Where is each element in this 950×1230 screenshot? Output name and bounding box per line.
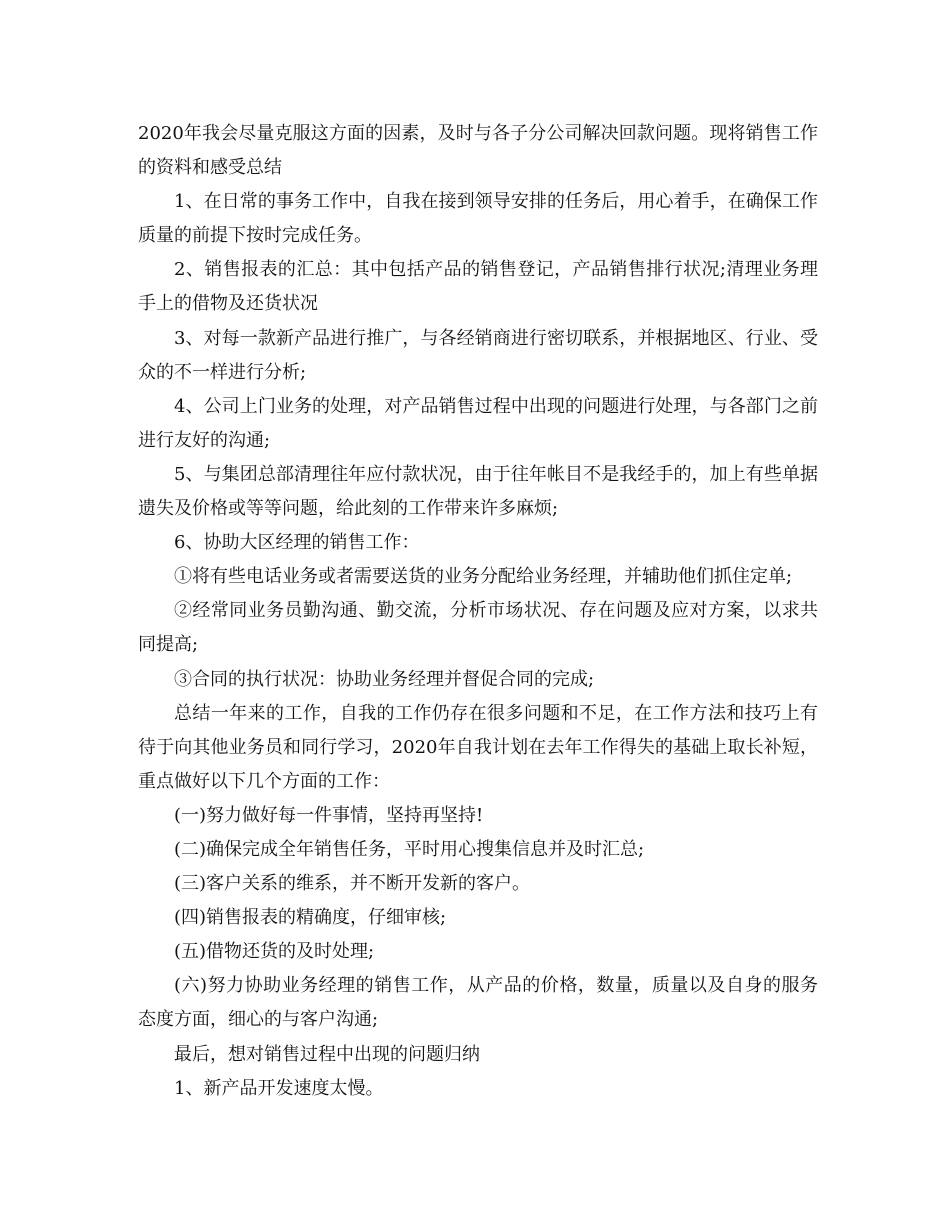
paragraph-closing: 最后，想对销售过程中出现的问题归纳 — [174, 1043, 480, 1065]
paragraph-subitem-1: ①将有些电话业务或者需要送货的业务分配给业务经理，并辅助他们抓住定单; — [174, 566, 793, 588]
paragraph-plan-5: (五)借物还货的及时处理; — [174, 941, 375, 963]
paragraph-item-2: 2、销售报表的汇总：其中包括产品的销售登记，产品销售排行状况;清理业务理手上的借物及还货状况 — [138, 259, 818, 315]
paragraph-plan-4: (四)销售报表的精确度，仔细审核; — [174, 907, 447, 929]
document-body — [138, 117, 818, 1106]
paragraph-plan-3: (三)客户关系的维系，并不断开发新的客户。 — [174, 873, 531, 895]
paragraph-item-3: 3、对每一款新产品进行推广，与各经销商进行密切联系，并根据地区、行业、受众的不一样进行分析; — [138, 327, 818, 383]
paragraph-problem-1: 1、新产品开发速度太慢。 — [174, 1077, 384, 1099]
paragraph-item-1: 1、在日常的事务工作中，自我在接到领导安排的任务后，用心着手，在确保工作质量的前提下按时完成任务。 — [138, 191, 818, 247]
paragraph-item-5: 5、与集团总部清理往年应付款状况，由于往年帐目不是我经手的，加上有些单据遗失及价格或等等问题，给此刻的工作带来许多麻烦; — [138, 463, 818, 520]
paragraph-plan-1: (一)努力做好每一件事情，坚持再坚持! — [174, 804, 484, 826]
paragraph-intro: 2020年我会尽量克服这方面的因素，及时与各子分公司解决回款问题。现将销售工作的资料和感受总结 — [138, 123, 818, 179]
paragraph-summary: 总结一年来的工作，自我的工作仍存在很多问题和不足，在工作方法和技巧上有待于向其他业务员和同行学习，2020年自我计划在去年工作得失的基础上取长补短，重点做好以下几个方面的工作： — [138, 702, 818, 792]
paragraph-subitem-2: ②经常同业务员勤沟通、勤交流，分析市场状况、存在问题及应对方案，以求共同提高; — [138, 600, 818, 656]
paragraph-item-4: 4、公司上门业务的处理，对产品销售过程中出现的问题进行处理，与各部门之前进行友好的沟通; — [138, 395, 818, 451]
paragraph-item-6: 6、协助大区经理的销售工作： — [174, 532, 420, 554]
paragraph-plan-6: (六)努力协助业务经理的销售工作，从产品的价格，数量，质量以及自身的服务态度方面，细心的与客户沟通; — [138, 975, 818, 1031]
paragraph-subitem-3: ③合同的执行状况：协助业务经理并督促合同的完成; — [174, 668, 595, 690]
paragraph-plan-2: (二)确保完成全年销售任务，平时用心搜集信息并及时汇总; — [174, 838, 645, 860]
